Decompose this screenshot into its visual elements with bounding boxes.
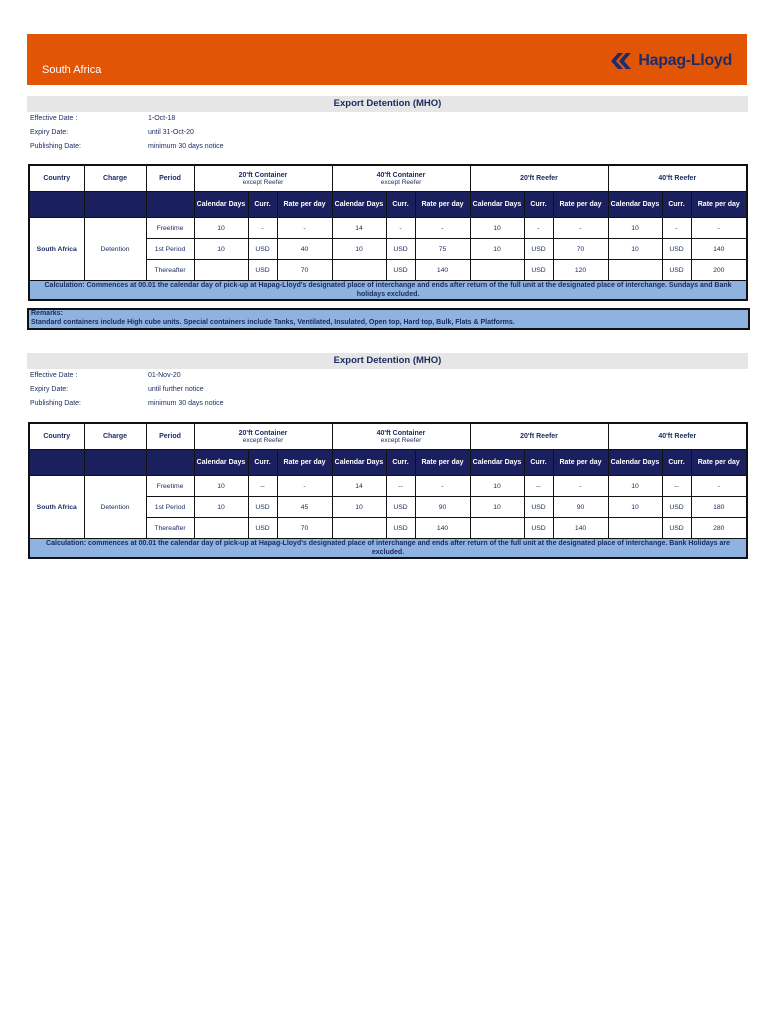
meta-publishing-date <box>27 140 748 154</box>
meta-value: minimum 30 days notice <box>148 143 224 150</box>
period-cell: 1st Period <box>146 497 194 518</box>
rate-cell: -- <box>386 476 415 497</box>
rate-cell: -- <box>524 476 553 497</box>
rate-cell: USD <box>386 239 415 260</box>
rate-cell: - <box>553 476 608 497</box>
subcol-header: Curr. <box>248 450 277 476</box>
subcol-header: Curr. <box>386 450 415 476</box>
group-title: 20'ft Container <box>238 171 288 179</box>
blank-header-cell <box>29 192 84 218</box>
subcol-header: Rate per day <box>553 450 608 476</box>
rates-table <box>28 164 748 301</box>
rate-cell: 10 <box>194 218 248 239</box>
col-country-header: Country <box>29 423 84 450</box>
meta-expiry-date <box>27 126 748 140</box>
subcol-header: Rate per day <box>415 192 470 218</box>
rate-cell: 10 <box>470 497 524 518</box>
subcol-header: Calendar Days <box>470 192 524 218</box>
rate-cell <box>608 260 662 281</box>
group-header <box>608 423 747 450</box>
charge-cell: Detention <box>84 476 146 539</box>
col-charge-header: Charge <box>84 423 146 450</box>
meta-label: Publishing Date: <box>30 143 81 150</box>
subcol-header: Calendar Days <box>470 450 524 476</box>
hapag-lloyd-logo-icon <box>609 51 633 71</box>
group-subtitle: except Reefer <box>380 178 422 186</box>
group-title: 40'ft Reefer <box>658 433 697 440</box>
meta-effective-date <box>27 112 748 126</box>
remarks-label: Remarks: <box>31 310 63 317</box>
subcol-header: Calendar Days <box>194 192 248 218</box>
region-label: South Africa <box>42 64 102 76</box>
group-header <box>470 165 608 192</box>
meta-value: 01-Nov-20 <box>148 372 181 379</box>
section-title: Export Detention (MHO) <box>27 353 748 369</box>
rate-cell: 10 <box>608 218 662 239</box>
rate-cell: USD <box>524 518 553 539</box>
rate-cell: 10 <box>608 239 662 260</box>
rate-cell: - <box>277 476 332 497</box>
rate-cell <box>194 518 248 539</box>
group-subtitle: except Reefer <box>242 178 284 186</box>
rate-cell: - <box>691 476 747 497</box>
rate-cell: -- <box>248 476 277 497</box>
group-title: 20'ft Container <box>238 429 288 437</box>
country-cell: South Africa <box>29 218 84 281</box>
col-charge-header: Charge <box>84 165 146 192</box>
meta-value: until 31-Oct-20 <box>148 129 194 136</box>
rate-cell: 180 <box>691 497 747 518</box>
meta-label: Effective Date : <box>30 115 78 122</box>
rate-cell: 10 <box>194 497 248 518</box>
rate-cell: 140 <box>415 518 470 539</box>
group-title: 20'ft Reefer <box>520 433 558 440</box>
group-header <box>332 165 470 192</box>
rate-cell: USD <box>248 239 277 260</box>
rate-cell: - <box>415 476 470 497</box>
subcol-header: Rate per day <box>415 450 470 476</box>
period-cell: Thereafter <box>146 518 194 539</box>
col-country-header: Country <box>29 165 84 192</box>
rate-cell: 40 <box>277 239 332 260</box>
rate-cell: 75 <box>415 239 470 260</box>
subcol-header: Curr. <box>662 450 691 476</box>
rate-cell: USD <box>524 497 553 518</box>
rate-cell: 10 <box>194 239 248 260</box>
subcol-header: Curr. <box>524 450 553 476</box>
rate-cell: 10 <box>332 239 386 260</box>
rate-cell: USD <box>248 260 277 281</box>
charge-cell: Detention <box>84 218 146 281</box>
meta-publishing-date <box>27 397 748 411</box>
col-period-header: Period <box>146 165 194 192</box>
rate-cell: 10 <box>470 239 524 260</box>
rate-cell: 90 <box>553 497 608 518</box>
rate-cell: - <box>248 218 277 239</box>
rate-cell: 14 <box>332 218 386 239</box>
subcol-header: Curr. <box>524 192 553 218</box>
rate-cell: 120 <box>553 260 608 281</box>
remarks-box <box>27 308 750 330</box>
blank-header-cell <box>84 192 146 218</box>
rate-cell: - <box>386 218 415 239</box>
group-title: 40'ft Reefer <box>658 175 697 182</box>
rate-cell <box>608 518 662 539</box>
group-title: 20'ft Reefer <box>520 175 558 182</box>
rate-cell: USD <box>248 518 277 539</box>
rate-cell: - <box>553 218 608 239</box>
subcol-header: Calendar Days <box>608 450 662 476</box>
rate-cell: -- <box>662 476 691 497</box>
rate-cell <box>470 260 524 281</box>
period-cell: Freetime <box>146 218 194 239</box>
rate-cell: 14 <box>332 476 386 497</box>
rate-cell: - <box>415 218 470 239</box>
rate-cell <box>194 260 248 281</box>
group-title: 40'ft Container <box>376 429 426 437</box>
rate-cell: 10 <box>332 497 386 518</box>
subcol-header: Curr. <box>248 192 277 218</box>
blank-header-cell <box>146 192 194 218</box>
group-title: 40'ft Container <box>376 171 426 179</box>
rate-cell: 140 <box>691 239 747 260</box>
rate-cell <box>470 518 524 539</box>
rate-cell: 10 <box>470 476 524 497</box>
country-cell: South Africa <box>29 476 84 539</box>
rate-cell: USD <box>386 497 415 518</box>
rate-cell: USD <box>662 260 691 281</box>
subcol-header: Calendar Days <box>608 192 662 218</box>
meta-label: Expiry Date: <box>30 129 69 136</box>
rate-cell: USD <box>386 260 415 281</box>
rate-cell: - <box>524 218 553 239</box>
period-cell: 1st Period <box>146 239 194 260</box>
rate-cell: USD <box>524 260 553 281</box>
rate-cell: 70 <box>553 239 608 260</box>
subcol-header: Calendar Days <box>332 192 386 218</box>
section-1 <box>27 96 748 154</box>
col-period-header: Period <box>146 423 194 450</box>
rate-cell: - <box>277 218 332 239</box>
rate-cell: 140 <box>415 260 470 281</box>
meta-label: Effective Date : <box>30 372 78 379</box>
rate-cell: USD <box>248 497 277 518</box>
rate-cell: USD <box>662 239 691 260</box>
subcol-header: Rate per day <box>277 192 332 218</box>
subcol-header: Rate per day <box>691 450 747 476</box>
rate-cell <box>332 260 386 281</box>
subcol-header: Rate per day <box>277 450 332 476</box>
rate-cell: USD <box>662 518 691 539</box>
group-subtitle: except Reefer <box>380 436 422 444</box>
section-title: Export Detention (MHO) <box>27 96 748 112</box>
meta-value: 1-Oct-18 <box>148 115 176 122</box>
rate-cell: USD <box>386 518 415 539</box>
group-header <box>194 165 332 192</box>
rate-cell: 10 <box>470 218 524 239</box>
brand-name: Hapag-Lloyd <box>638 52 732 69</box>
subcol-header: Rate per day <box>691 192 747 218</box>
meta-label: Publishing Date: <box>30 400 81 407</box>
section-2 <box>27 353 748 411</box>
blank-header-cell <box>29 450 84 476</box>
blank-header-cell <box>84 450 146 476</box>
rate-cell: - <box>662 218 691 239</box>
rate-cell: - <box>691 218 747 239</box>
rates-table <box>28 422 748 559</box>
subcol-header: Rate per day <box>553 192 608 218</box>
subcol-header: Curr. <box>662 192 691 218</box>
rate-cell: 10 <box>608 497 662 518</box>
blank-header-cell <box>146 450 194 476</box>
header-banner <box>27 34 747 85</box>
subcol-header: Calendar Days <box>194 450 248 476</box>
rate-cell: 280 <box>691 518 747 539</box>
group-header <box>608 165 747 192</box>
remarks-text: Standard containers include High cube units. Special containers include Tanks, Ventilated, Insulated, Open top, Hard top, Bulk, Flats & Platforms. <box>31 318 515 326</box>
calculation-note: Calculation: commences at 00.01 the calendar day of pick-up at Hapag-Lloyd's designated place of interchange and ends after return of the full unit at the designated place of interchange. Bank Holidays are excluded. <box>29 539 747 559</box>
group-header <box>332 423 470 450</box>
period-cell: Freetime <box>146 476 194 497</box>
meta-value: minimum 30 days notice <box>148 400 224 407</box>
rate-cell: 140 <box>553 518 608 539</box>
rate-cell: 200 <box>691 260 747 281</box>
rate-cell: USD <box>662 497 691 518</box>
meta-value: until further notice <box>148 386 204 393</box>
meta-expiry-date <box>27 383 748 397</box>
rate-cell: 70 <box>277 260 332 281</box>
group-header <box>194 423 332 450</box>
period-cell: Thereafter <box>146 260 194 281</box>
brand-logo <box>609 51 732 71</box>
rate-cell: 90 <box>415 497 470 518</box>
rate-cell: USD <box>524 239 553 260</box>
rate-cell <box>332 518 386 539</box>
rate-cell: 70 <box>277 518 332 539</box>
meta-label: Expiry Date: <box>30 386 69 393</box>
group-header <box>470 423 608 450</box>
rate-cell: 45 <box>277 497 332 518</box>
rate-cell: 10 <box>194 476 248 497</box>
group-subtitle: except Reefer <box>242 436 284 444</box>
subcol-header: Curr. <box>386 192 415 218</box>
subcol-header: Calendar Days <box>332 450 386 476</box>
calculation-note: Calculation: Commences at 00.01 the calendar day of pick-up at Hapag-Lloyd's designated place of interchange and ends after return of the full unit at the designated place of interchange. Sundays and Bank holidays excluded. <box>29 281 747 301</box>
rate-cell: 10 <box>608 476 662 497</box>
meta-effective-date <box>27 369 748 383</box>
